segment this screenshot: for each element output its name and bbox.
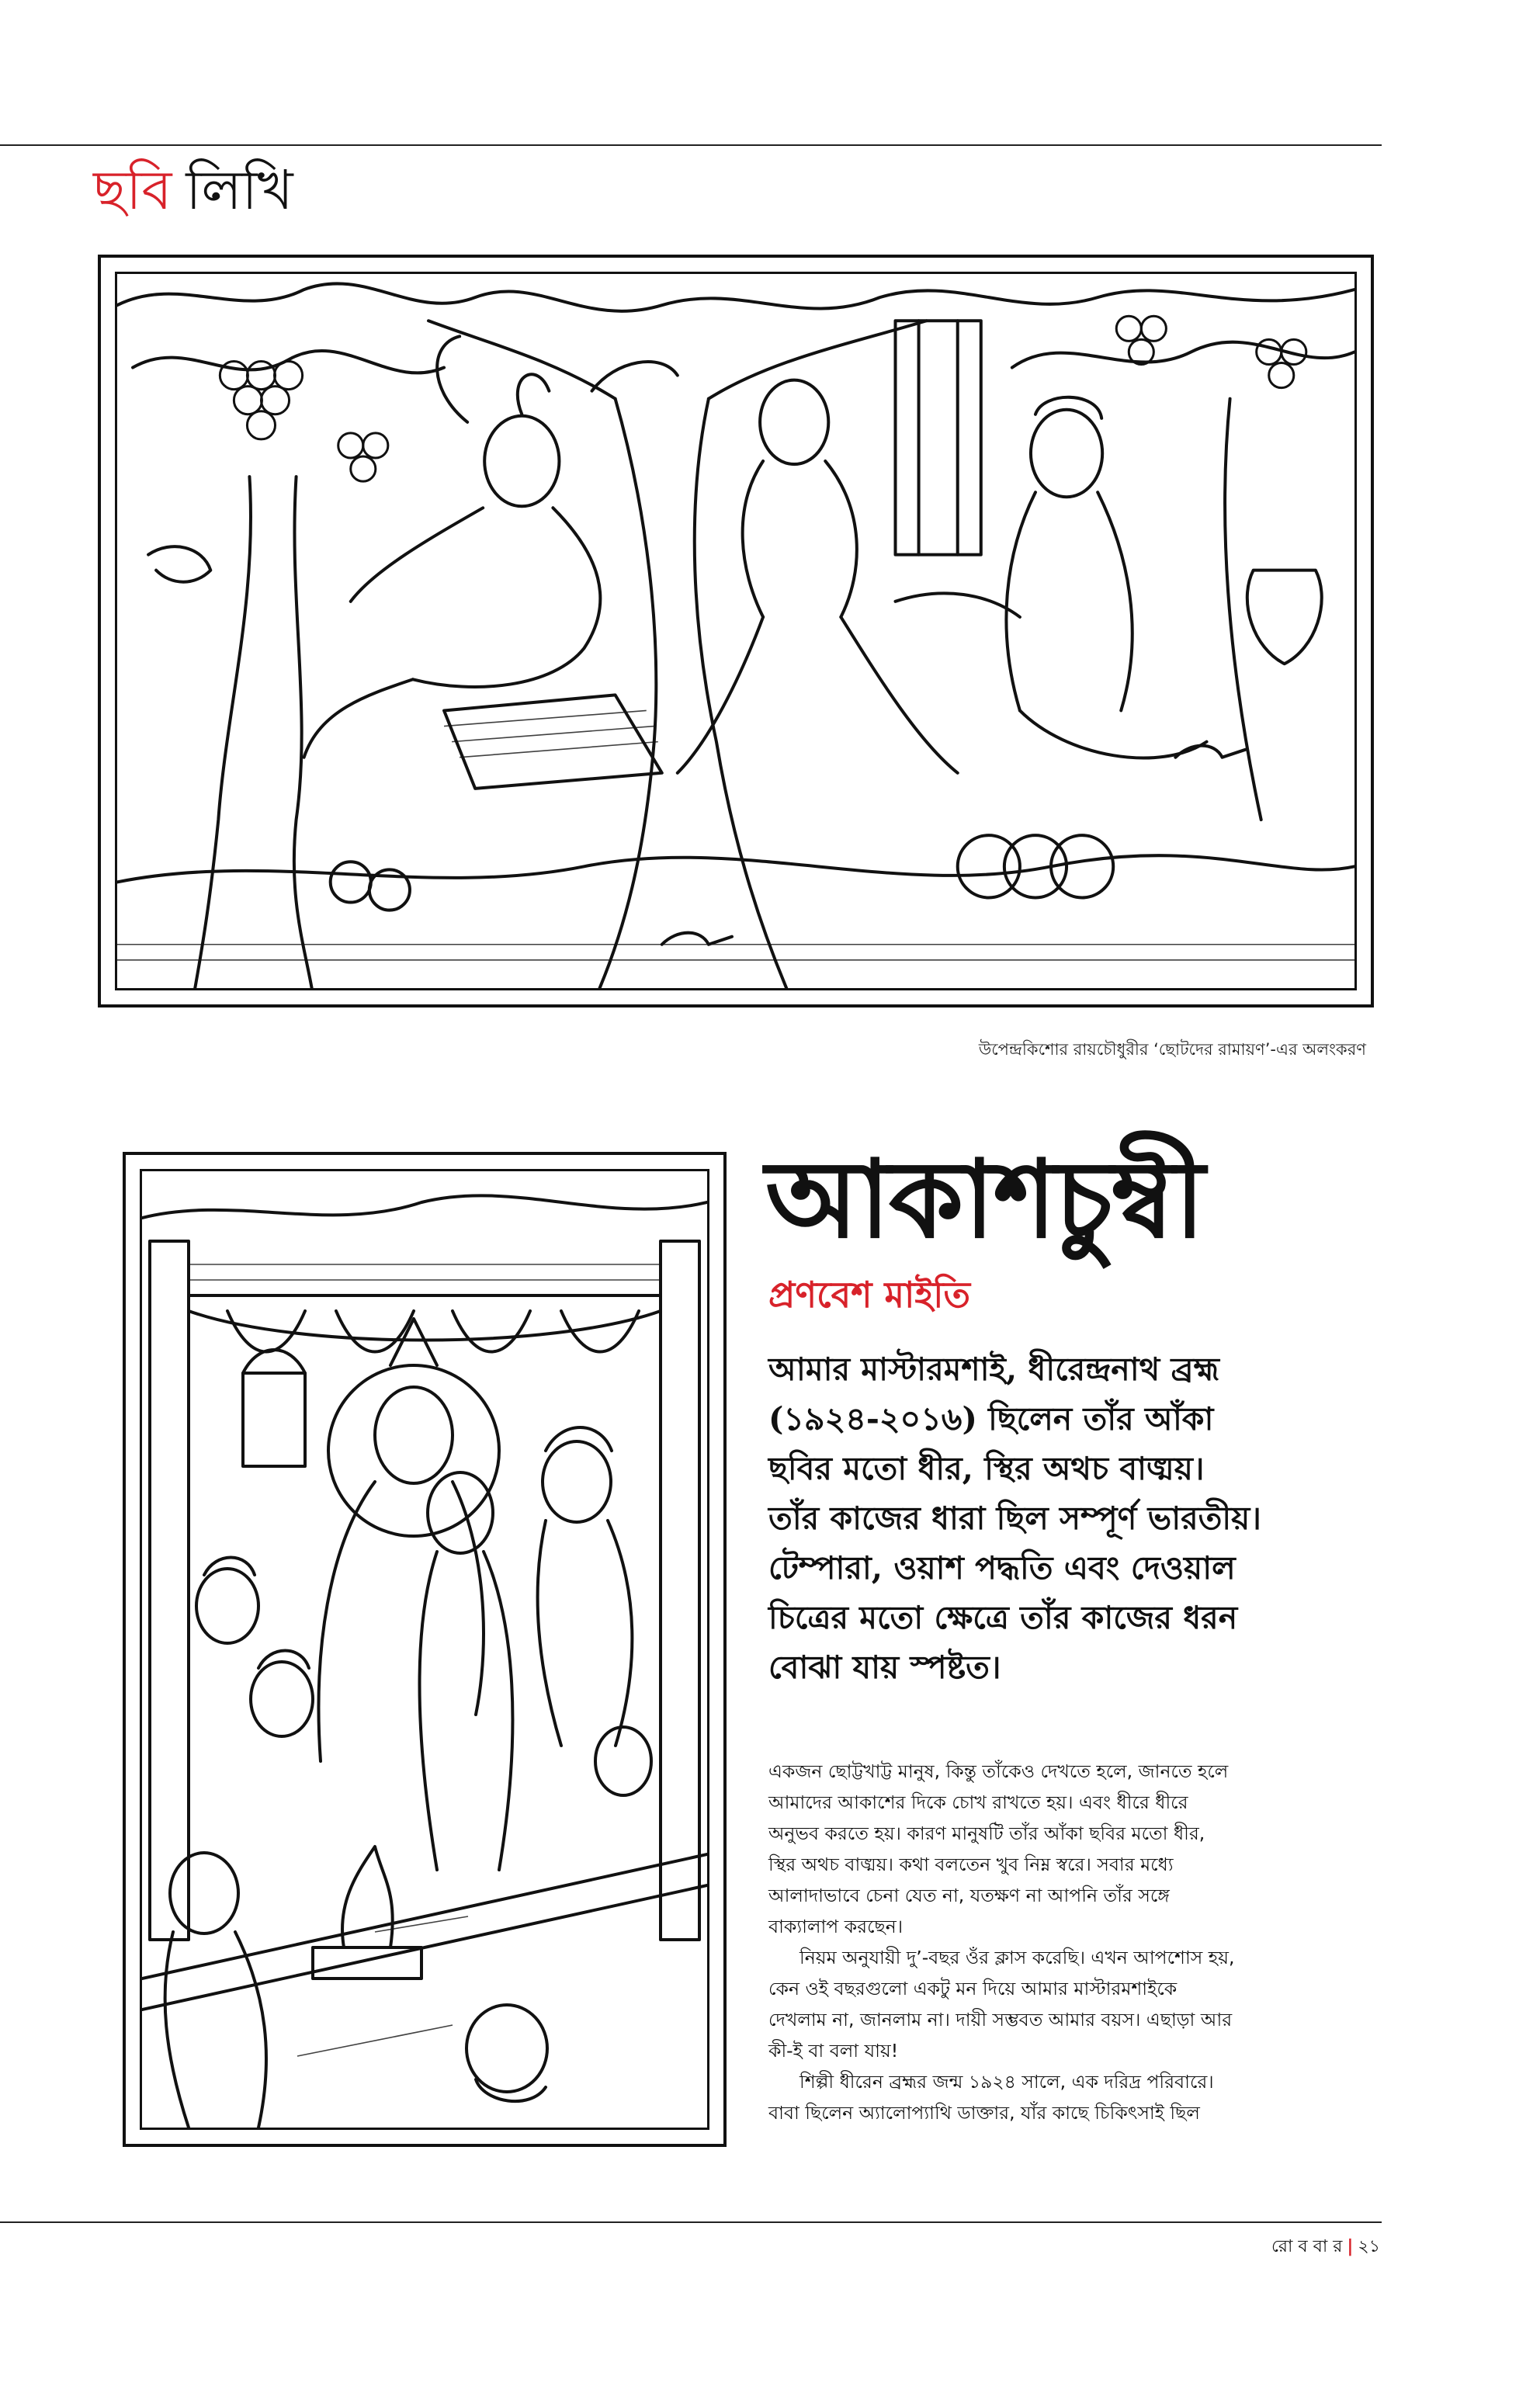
body-line: শিল্পী ধীরেন ব্রহ্মর জন্ম ১৯২৪ সালে, এক দরিদ্র পরিবারে। <box>799 2071 1214 2093</box>
body-line: একজন ছোট্টখাট্ট মানুষ, কিন্তু তাঁকেও দেখতে হলে, জানতে হলে <box>768 1760 1229 1782</box>
lead-line: আমার মাস্টারমশাই, ধীরেন্দ্রনাথ ব্রহ্ম <box>768 1351 1219 1388</box>
article-body <box>768 1756 1374 2128</box>
lead-line: বোঝা যায় স্পষ্টত। <box>768 1649 1001 1686</box>
figure-caption: উপেন্দ্রকিশোর রায়চৌধুরীর ‘ছোটদের রামায়ণ’-এর অলংকরণ <box>978 1040 1366 1059</box>
ramayana-illustration <box>98 255 1374 1007</box>
lead-line: চিত্রের মতো ক্ষেত্রে তাঁর কাজের ধরন <box>768 1599 1238 1636</box>
bottom-rule <box>0 2221 1382 2223</box>
body-line: বাক্যালাপ করছেন। <box>768 1916 904 1937</box>
section-word-2: লিখি <box>186 158 293 222</box>
wedding-line-art <box>142 1171 707 2128</box>
ramayana-line-art <box>117 274 1354 988</box>
section-heading <box>93 155 293 225</box>
body-line: দেখলাম না, জানলাম না। দায়ী সম্ভবত আমার বয়স। এছাড়া আর <box>768 2009 1233 2031</box>
lead-line: (১৯২৪-২০১৬) ছিলেন তাঁর আঁকা <box>768 1400 1214 1438</box>
page-number: ২১ <box>1358 2237 1380 2256</box>
lead-line: ছবির মতো ধীর, স্থির অথচ বাঙ্ময়। <box>768 1450 1205 1487</box>
page-folio <box>1211 2234 1380 2260</box>
body-line: আমাদের আকাশের দিকে চোখ রাখতে হয়। এবং ধীরে ধীরে <box>768 1791 1188 1813</box>
wedding-ceremony-illustration <box>123 1152 727 2147</box>
body-line: আলাদাভাবে চেনা যেত না, যতক্ষণ না আপনি তাঁর সঙ্গে <box>768 1885 1170 1906</box>
magazine-name: রো ব বা র <box>1271 2237 1343 2256</box>
lead-line: টেম্পারা, ওয়াশ পদ্ধতি এবং দেওয়াল <box>768 1549 1236 1587</box>
top-rule <box>0 144 1382 146</box>
body-line: বাবা ছিলেন অ্যালোপ্যাথি ডাক্তার, যাঁর কাছে চিকিৎসাই ছিল <box>768 2102 1200 2124</box>
folio-separator: | <box>1347 2237 1354 2256</box>
body-line: নিয়ম অনুযায়ী দু’-বছর ওঁর ক্লাস করেছি। এখন আপশোস হয়, <box>799 1947 1235 1968</box>
body-line: কেন ওই বছরগুলো একটু মন দিয়ে আমার মাস্টারমশাইকে <box>768 1978 1178 1999</box>
article-author: প্রণবেশ মাইতি <box>768 1274 970 1316</box>
article-title: আকাশচুম্বী <box>765 1136 1204 1262</box>
lead-line: তাঁর কাজের ধারা ছিল সম্পূর্ণ ভারতীয়। <box>768 1500 1261 1537</box>
article-lead <box>768 1344 1374 1692</box>
body-line: কী-ই বা বলা যায়! <box>768 2040 899 2062</box>
body-line: স্থির অথচ বাঙ্ময়। কথা বলতেন খুব নিম্ন স্বরে। সবার মধ্যে <box>768 1854 1174 1875</box>
section-word-1: ছবি <box>93 158 172 222</box>
body-line: অনুভব করতে হয়। কারণ মানুষটি তাঁর আঁকা ছবির মতো ধীর, <box>768 1822 1205 1844</box>
